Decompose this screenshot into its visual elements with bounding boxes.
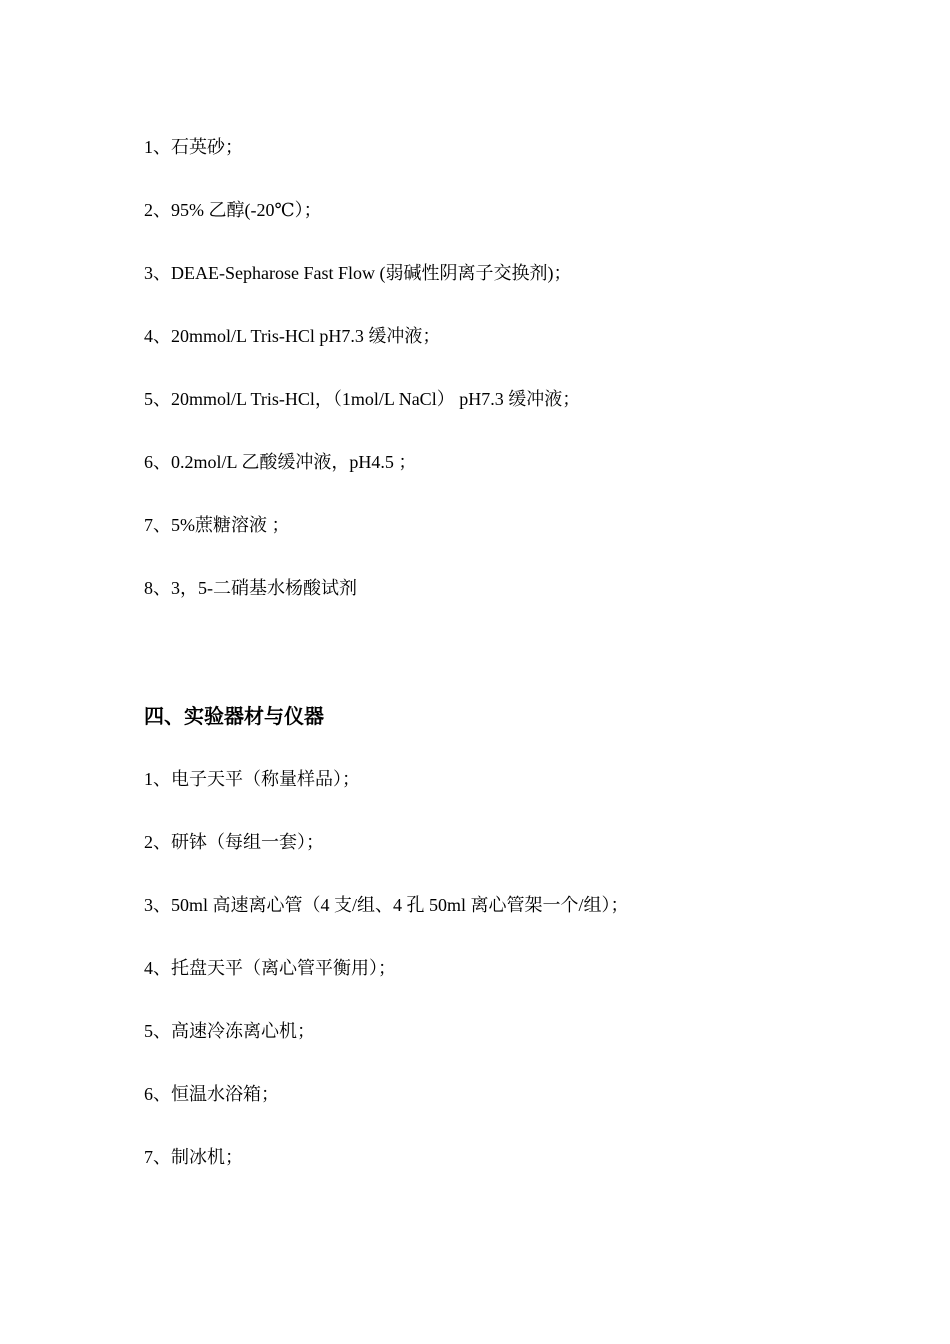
reagent-item-6: 6、0.2mol/L 乙酸缓冲液，pH4.5 ； (144, 452, 417, 472)
section-heading-equipment: 四、实验器材与仪器 (144, 704, 324, 728)
reagent-item-4: 4、20mmol/L Tris-HCl pH7.3 缓冲液； (144, 326, 441, 346)
equipment-item-7: 7、制冰机； (144, 1147, 243, 1167)
equipment-item-6: 6、恒温水浴箱； (144, 1084, 279, 1104)
reagent-item-5: 5、20mmol/L Tris-HCl，（1mol/L NaCl） pH7.3 缓冲液； (144, 389, 581, 409)
equipment-item-1: 1、电子天平（称量样品）； (144, 769, 360, 789)
reagent-item-3: 3、DEAE-Sepharose Fast Flow (弱碱性阴离子交换剂)； (144, 263, 572, 283)
reagent-item-2: 2、95% 乙醇(-20℃）； (144, 200, 322, 220)
equipment-item-3: 3、50ml 高速离心管（4 支/组、4 孔 50ml 离心管架一个/组）； (144, 895, 629, 915)
reagent-item-1: 1、石英砂； (144, 137, 243, 157)
reagent-item-8: 8、3，5-二硝基水杨酸试剂 (144, 578, 357, 598)
equipment-item-4: 4、托盘天平（离心管平衡用）； (144, 958, 396, 978)
equipment-item-2: 2、研钵（每组一套）； (144, 832, 324, 852)
equipment-item-5: 5、高速冷冻离心机； (144, 1021, 315, 1041)
reagent-item-7: 7、5%蔗糖溶液 ； (144, 515, 290, 535)
